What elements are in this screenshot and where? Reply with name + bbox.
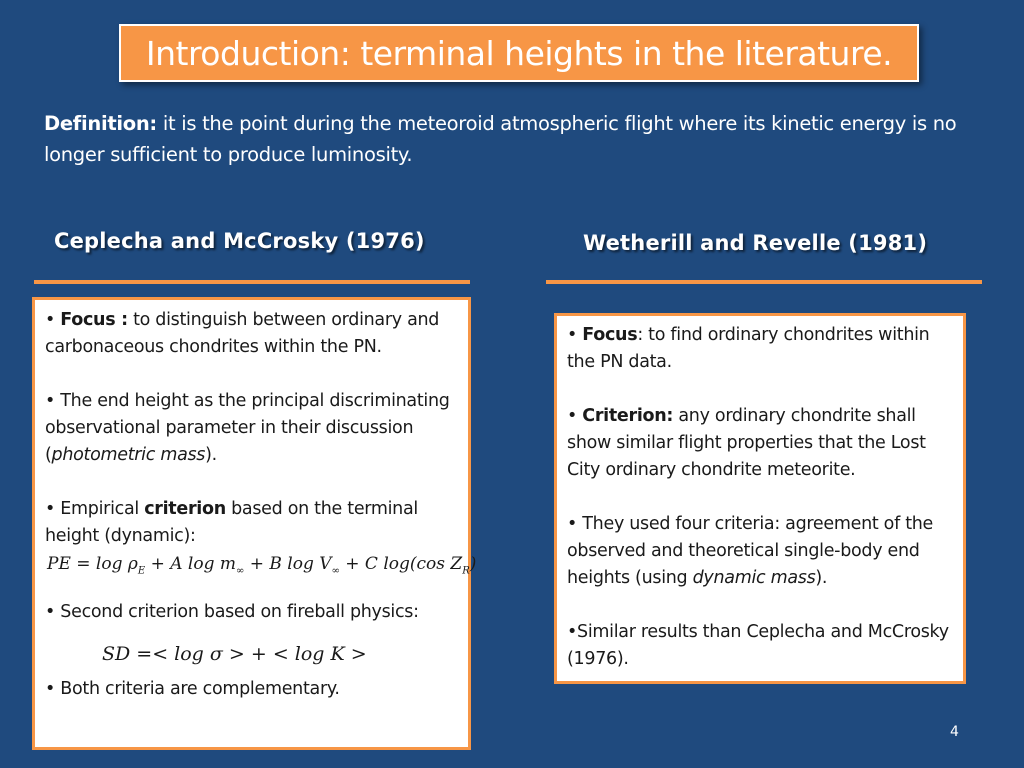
left-empirical-text: Empirical [60,499,145,519]
eq-b: + B log V [244,554,332,574]
left-divider [34,280,470,284]
eq-c-sub: R [462,565,470,577]
right-criterion: • Criterion: any ordinary chondrite shall show similar flight properties that the Lost City ordinary chondrite meteorite. [567,406,926,480]
left-focus-text: to distinguish between ordinary and carbonaceous chondrites within the PN. [45,310,440,357]
left-empirical: • Empirical criterion based on the terminal height (dynamic): [45,499,418,546]
page-number: 4 [950,724,959,740]
left-focus-label: Focus : [60,310,128,330]
eq-a: + A log m [145,554,236,574]
right-four-end: ). [815,568,828,588]
eq-a-sub: ∞ [235,565,245,577]
sd-equation: SD =< log σ > + < log K > [102,643,367,666]
left-second: • Second criterion based on fireball physics: [45,602,419,623]
left-empirical-bold: criterion [144,499,226,519]
pe-equation [47,550,477,585]
title-box [119,24,919,82]
right-four: • They used four criteria: agreement of the observed and theoretical single-body end heights (using dynamic mass). [567,514,934,588]
slide-title: Introduction: terminal heights in the literature. [145,33,893,73]
left-endheight-italic: photometric mass [51,445,206,465]
left-endheight-end: ). [205,445,217,465]
left-empirical-end: based on the terminal height (dynamic): [45,499,418,546]
right-focus-text: : to find ordinary chondrites within the PN data. [567,325,930,372]
left-endheight-text: The end height as the principal discriminating observational parameter in their discussion ( [45,391,450,465]
definition-label: Definition: [44,112,157,135]
left-complementary: • Both criteria are complementary. [45,679,340,700]
right-focus: • Focus: to find ordinary chondrites within the PN data. [567,325,930,372]
left-complementary-text: Both criteria are complementary. [60,679,340,700]
left-box [32,297,477,750]
eq-b-sub: ∞ [331,565,340,577]
definition [44,108,994,170]
left-second-text: Second criterion based on fireball physics: [60,602,419,623]
left-endheight: • The end height as the principal discriminating observational parameter in their discussion (photometric mass). [45,391,450,465]
right-four-italic: dynamic mass [692,568,816,588]
definition-text: it is the point during the meteoroid atmospheric flight where its kinetic energy is no longer sufficient to produce luminosity. [44,112,957,166]
right-criterion-label: Criterion: [582,406,674,426]
right-divider [546,280,982,284]
right-criterion-text: any ordinary chondrite shall show similar flight properties that the Lost City ordinary chondrite meteorite. [567,406,926,480]
right-heading: Wetherill and Revelle (1981) [583,231,928,255]
right-focus-label: Focus [582,325,638,345]
right-box [554,313,966,684]
left-heading: Ceplecha and McCrosky (1976) [54,229,425,253]
right-four-text: They used four criteria: agreement of the observed and theoretical single-body end heights (using [567,514,934,588]
eq-pe: PE = log ρ [47,554,138,574]
eq-pe-sub: E [137,565,146,577]
right-similar: •Similar results than Ceplecha and McCrosky (1976). [567,622,949,669]
right-similar-text: Similar results than Ceplecha and McCrosky (1976). [567,622,949,669]
eq-end: ) [469,554,477,574]
eq-c: + C log(cos Z [339,554,463,574]
left-focus: • Focus : to distinguish between ordinary and carbonaceous chondrites within the PN. [45,310,440,357]
